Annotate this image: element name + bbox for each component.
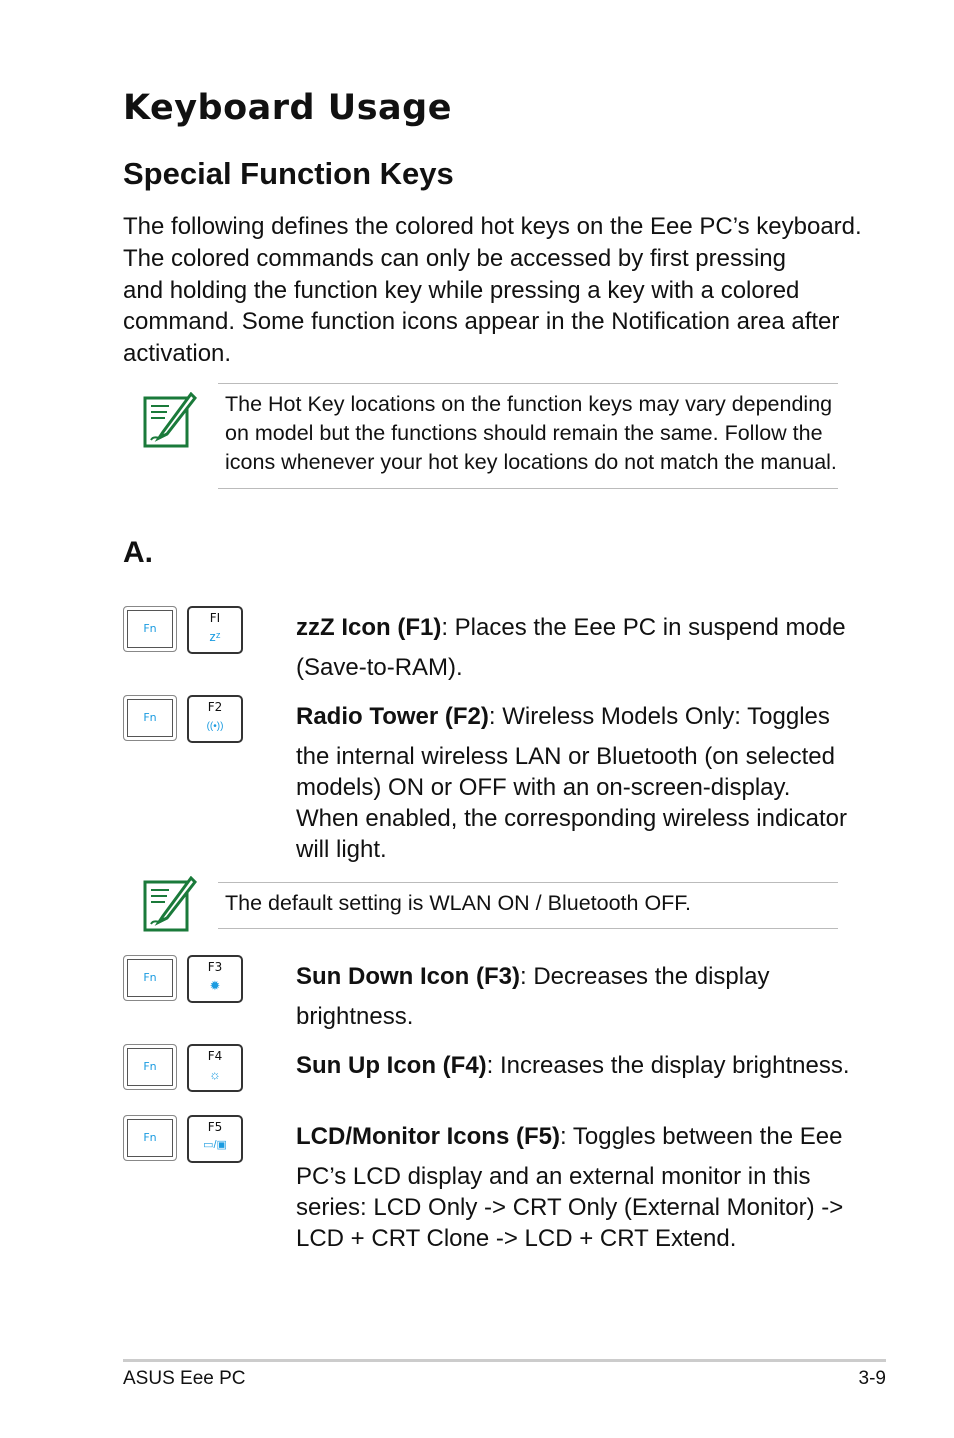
divider <box>218 383 838 384</box>
section-label: A. <box>123 536 153 569</box>
desc-line: series: LCD Only -> CRT Only (External Monitor) -> <box>296 1194 844 1221</box>
f1-description <box>296 612 856 684</box>
desc-line: LCD + CRT Clone -> LCD + CRT Extend. <box>296 1225 737 1252</box>
fn-key <box>123 1044 177 1090</box>
desc-line: : Decreases the display <box>519 963 770 990</box>
intro-line: and holding the function key while pressing a key with a colored <box>123 276 800 304</box>
fn-key <box>123 695 177 741</box>
section-title: Special Function Keys <box>123 156 454 191</box>
desc-line: : Toggles between the Eee <box>559 1123 843 1150</box>
desc-line: When enabled, the corresponding wireless indicator <box>296 805 847 832</box>
fn-key-label: Fn <box>143 622 157 635</box>
f5-description <box>296 1121 856 1255</box>
desc-line: PC’s LCD display and an external monitor in this <box>296 1163 811 1190</box>
key-name: Sun Up Icon (F4) <box>296 1052 487 1079</box>
fn-key-label: Fn <box>143 1131 157 1144</box>
f3-description <box>296 961 856 1033</box>
note-icon <box>141 392 197 450</box>
f3-key <box>187 955 243 1003</box>
page-title: Keyboard Usage <box>123 88 452 128</box>
desc-line: brightness. <box>296 1003 414 1030</box>
footer-title: ASUS Eee PC <box>123 1368 246 1389</box>
f1-key <box>187 606 243 654</box>
page-number: 3-9 <box>858 1368 886 1389</box>
key-label: F4 <box>207 1049 223 1063</box>
key-name: zzZ Icon (F1) <box>296 614 442 641</box>
fn-key-label: Fn <box>143 971 157 984</box>
note-text <box>225 390 837 477</box>
key-label: F2 <box>207 700 223 714</box>
key-name: Sun Down Icon (F3) <box>296 963 520 990</box>
desc-line: : Places the Eee PC in suspend mode <box>441 614 846 641</box>
desc-line: (Save-to-RAM). <box>296 654 463 681</box>
f2-key <box>187 695 243 743</box>
intro-line: activation. <box>123 340 232 368</box>
desc-line: models) ON or OFF with an on-screen-display. <box>296 774 791 801</box>
sleep-icon: zᶻ <box>209 629 221 644</box>
key-label: F5 <box>207 1120 223 1134</box>
desc-line: : Increases the display brightness. <box>486 1052 850 1079</box>
fn-key-label: Fn <box>143 1060 157 1073</box>
brightness-down-icon: ✹ <box>209 978 221 993</box>
fn-key <box>123 606 177 652</box>
desc-line: : Wireless Models Only: Toggles <box>488 703 830 730</box>
f2-description <box>296 701 856 866</box>
f4-description <box>296 1050 856 1082</box>
intro-line: The following defines the colored hot keys on the Eee PC’s keyboard. <box>123 213 862 240</box>
fn-key-label: Fn <box>143 711 157 724</box>
fn-key <box>123 955 177 1001</box>
note-line: icons whenever your hot key locations do not match the manual. <box>225 450 837 474</box>
note-icon <box>141 876 197 934</box>
footer-rule <box>123 1359 886 1362</box>
desc-line: the internal wireless LAN or Bluetooth (on selected <box>296 743 835 770</box>
key-label: FI <box>209 611 221 625</box>
desc-line: will light. <box>296 836 387 863</box>
intro-line: command. Some function icons appear in the Notification area after <box>123 308 840 336</box>
key-name: LCD/Monitor Icons (F5) <box>296 1123 560 1150</box>
intro-paragraph <box>123 211 862 370</box>
fn-key <box>123 1115 177 1161</box>
note-line: on model but the functions should remain the same. Follow the <box>225 421 823 445</box>
f4-key <box>187 1044 243 1092</box>
intro-line: The colored commands can only be accessed by first pressing <box>123 244 786 272</box>
divider <box>218 882 838 883</box>
note-text: The default setting is WLAN ON / Bluetooth OFF. <box>225 891 692 915</box>
lcd-monitor-icon: ▭/▣ <box>203 1139 227 1151</box>
key-label: F3 <box>207 960 223 974</box>
note-line: The Hot Key locations on the function keys may vary depending <box>225 392 833 416</box>
key-name: Radio Tower (F2) <box>296 703 489 730</box>
brightness-up-icon: ☼ <box>209 1067 221 1082</box>
divider <box>218 928 838 929</box>
divider <box>218 488 838 489</box>
f5-key <box>187 1115 243 1163</box>
wireless-icon: ((•)) <box>206 721 224 732</box>
